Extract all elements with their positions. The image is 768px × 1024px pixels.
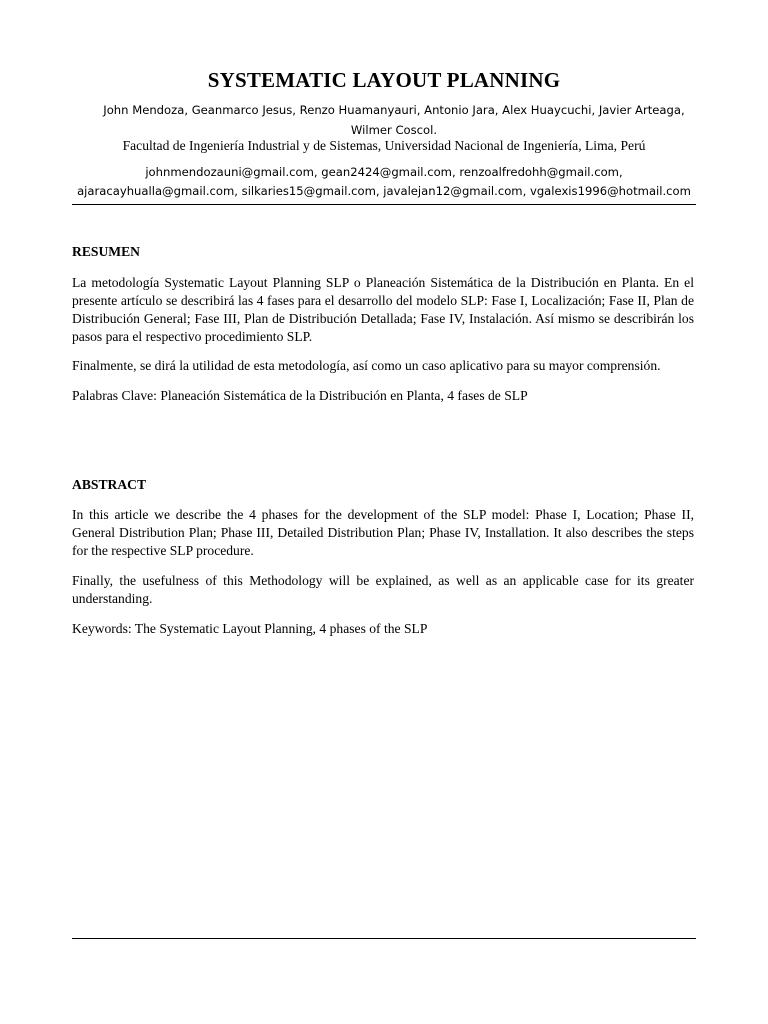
resumen-keywords: Palabras Clave: Planeación Sistemática de la Distribución en Planta, 4 fases de SLP <box>72 388 528 403</box>
author-list: John Mendoza, Geanmarco Jesus, Renzo Huamanyauri, Antonio Jara, Alex Huaycuchi, Javier Arteaga, Wilmer Coscol. <box>103 103 685 137</box>
abstract-heading: ABSTRACT <box>72 477 147 492</box>
abstract-paragraph-1: In this article we describe the 4 phases for the development of the SLP model: Phase I, Location; Phase II, General Distribution Plan; Phase III, Detailed Distribution Plan; Phase IV, Installation. It also describes the steps for the respective SLP procedure. <box>72 507 694 558</box>
resumen-heading: RESUMEN <box>72 244 140 259</box>
affiliation: Facultad de Ingeniería Industrial y de Sistemas, Universidad Nacional de Ingeniería, Lima, Perú <box>122 138 646 153</box>
header-divider <box>72 204 696 205</box>
paper-title: SYSTEMATIC LAYOUT PLANNING <box>207 68 561 92</box>
abstract-paragraph-2: Finally, the usefulness of this Methodology will be explained, as well as an applicable case for its greater understanding. <box>72 573 694 606</box>
abstract-keywords: Keywords: The Systematic Layout Planning, 4 phases of the SLP <box>72 621 428 636</box>
footer-divider <box>72 938 696 939</box>
resumen-paragraph-1: La metodología Systematic Layout Planning SLP o Planeación Sistemática de la Distribución en Planta. En el presente artículo se describirá las 4 fases para el desarrollo del modelo SLP: Fase I, Localización; Fase II, Plan de Distribución General; Fase III, Plan de Distribución Detallada; Fase IV, Instalación. Así mismo se describirán los pasos para el respectivo procedimiento SLP. <box>72 275 694 344</box>
resumen-paragraph-2: Finalmente, se dirá la utilidad de esta metodología, así como un caso aplicativo para su mayor comprensión. <box>72 358 661 373</box>
author-emails: johnmendozauni@gmail.com, gean2424@gmail.com, renzoalfredohh@gmail.com, ajaracayhualla@gmail.com, silkaries15@gmail.com, javalejan12@gmail.com, vgalexis1996@hotmail.com <box>77 165 691 198</box>
